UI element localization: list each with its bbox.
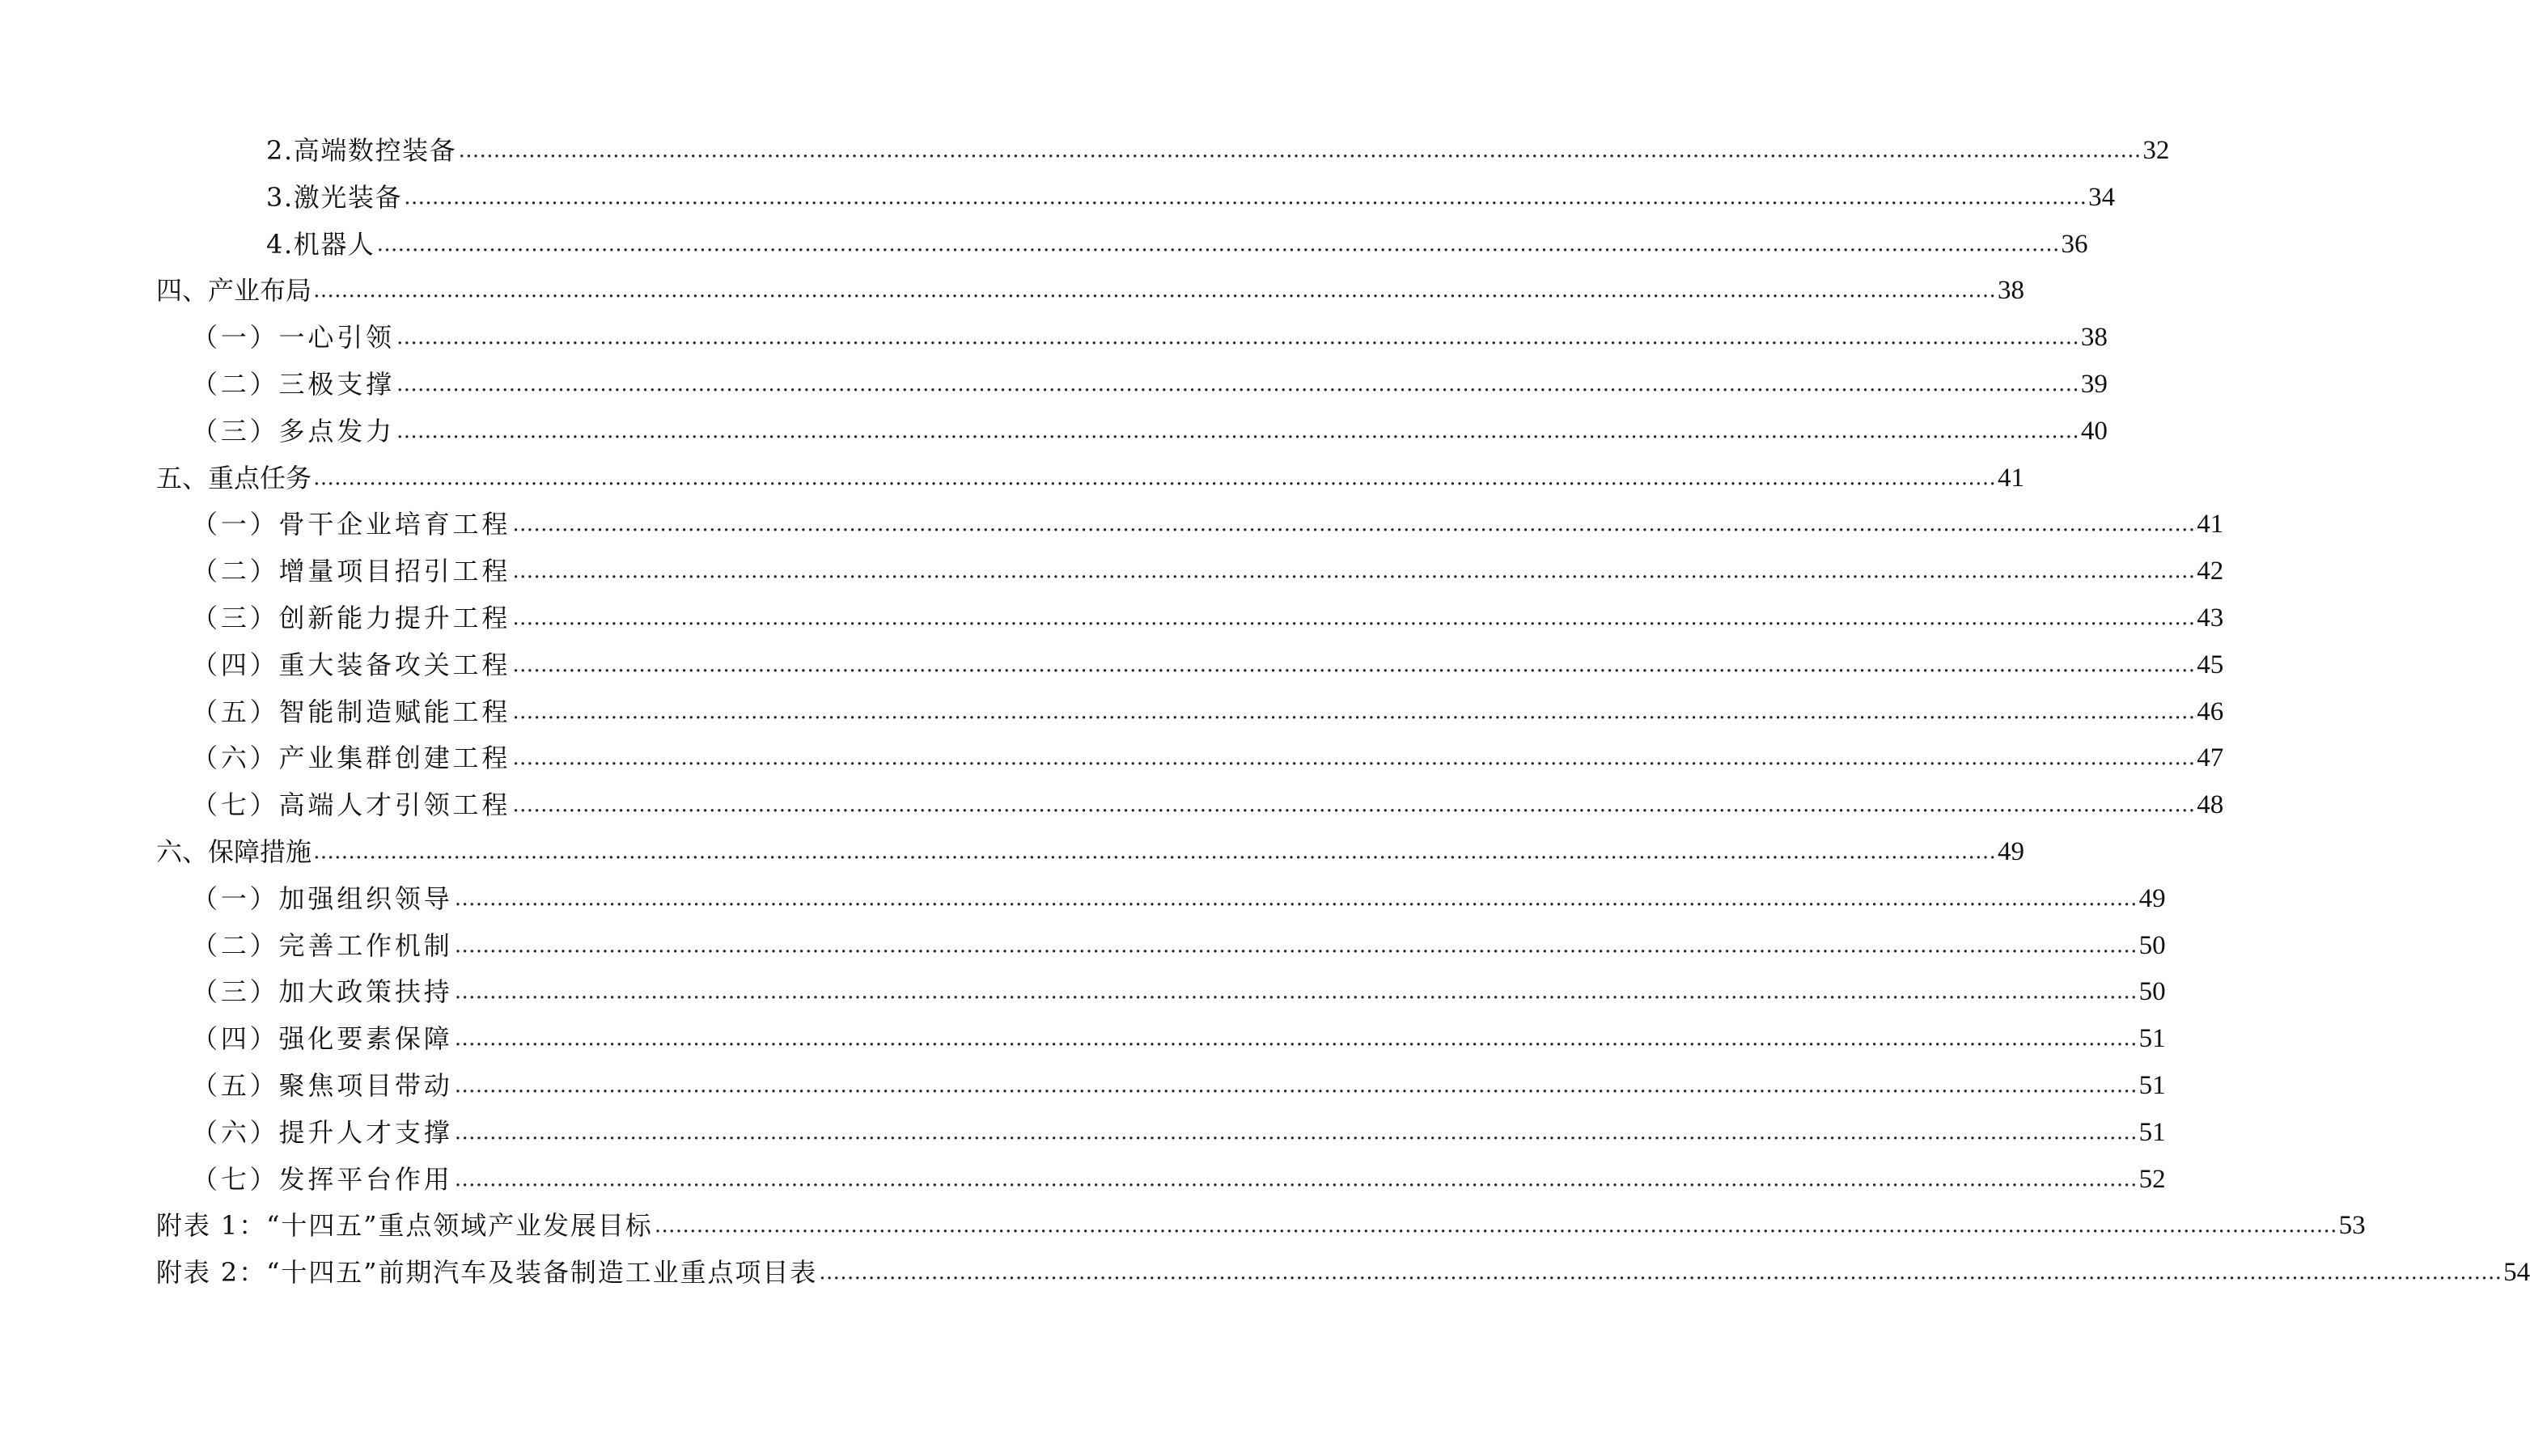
toc-entry-label: 2.高端数控装备 — [266, 135, 457, 166]
toc-page-number: 38 — [1998, 276, 2025, 306]
toc-dot-leader: …………………………………………………………………………………………………………………………………………………………………………………………………………………… — [454, 1120, 2138, 1145]
toc-entry-label: （二）完善工作机制 — [192, 929, 453, 961]
toc-dot-leader: …………………………………………………………………………………………………………………………………………………………………………………………………………………… — [454, 980, 2138, 1005]
toc-entry[interactable] — [0, 595, 2224, 642]
toc-entry[interactable] — [0, 829, 2025, 876]
toc-page-number: 41 — [1998, 463, 2025, 493]
toc-page-number: 51 — [2138, 1024, 2166, 1054]
toc-page-number: 45 — [2197, 650, 2224, 679]
table-of-contents — [0, 128, 2530, 1297]
toc-page-number: 41 — [2197, 510, 2224, 540]
toc-page-number: 38 — [2080, 323, 2108, 353]
toc-entry[interactable] — [0, 735, 2224, 782]
toc-page-number: 34 — [2088, 182, 2116, 212]
toc-dot-leader: …………………………………………………………………………………………………………………………………………………………………………………………………………………… — [313, 839, 1997, 864]
toc-entry[interactable] — [0, 315, 2108, 362]
toc-entry-label: （七）发挥平台作用 — [192, 1163, 453, 1195]
toc-dot-leader: …………………………………………………………………………………………………………………………………………………………………………………………………………………… — [512, 699, 2196, 724]
toc-entry[interactable] — [0, 782, 2224, 829]
toc-page-number: 42 — [2197, 557, 2224, 586]
toc-entry[interactable] — [0, 175, 2116, 222]
toc-entry-label: （三）多点发力 — [192, 415, 395, 447]
toc-dot-leader: …………………………………………………………………………………………………………………………………………………………………………………………………………………… — [454, 1166, 2138, 1191]
toc-dot-leader: …………………………………………………………………………………………………………………………………………………………………………………………………………………… — [396, 371, 2079, 396]
toc-entry[interactable] — [0, 408, 2108, 455]
toc-entry-label: （五）聚焦项目带动 — [192, 1069, 453, 1101]
toc-entry-label: 五、重点任务 — [156, 462, 312, 493]
toc-dot-leader: …………………………………………………………………………………………………………………………………………………………………………………………………………………… — [454, 1026, 2138, 1052]
toc-page-number: 51 — [2138, 1070, 2166, 1100]
toc-entry[interactable] — [0, 923, 2166, 970]
toc-entry-label: 3.激光装备 — [266, 181, 403, 213]
toc-entry[interactable] — [0, 502, 2224, 548]
toc-entry-label: （一）一心引领 — [192, 322, 395, 353]
toc-entry-label: （三）创新能力提升工程 — [192, 602, 511, 633]
toc-page-number: 40 — [2080, 416, 2108, 446]
toc-dot-leader: …………………………………………………………………………………………………………………………………………………………………………………………………………………… — [313, 465, 1997, 490]
toc-dot-leader: …………………………………………………………………………………………………………………………………………………………………………………………………………………… — [512, 652, 2196, 677]
toc-dot-leader: …………………………………………………………………………………………………………………………………………………………………………………………………………………… — [654, 1213, 2337, 1238]
toc-entry-label: （一）骨干企业培育工程 — [192, 509, 511, 540]
toc-entry-label: （四）强化要素保障 — [192, 1023, 453, 1055]
toc-page-number: 36 — [2061, 229, 2088, 259]
toc-entry-label: （三）加大政策扶持 — [192, 976, 453, 1008]
toc-entry[interactable] — [0, 222, 2088, 269]
toc-page-number: 54 — [2503, 1258, 2530, 1288]
toc-dot-leader: …………………………………………………………………………………………………………………………………………………………………………………………………………………… — [396, 418, 2079, 443]
toc-dot-leader: …………………………………………………………………………………………………………………………………………………………………………………………………………………… — [512, 793, 2196, 818]
toc-dot-leader: …………………………………………………………………………………………………………………………………………………………………………………………………………………… — [512, 746, 2196, 771]
toc-entry-label: （二）增量项目招引工程 — [192, 556, 511, 587]
toc-page-number: 49 — [2138, 883, 2166, 913]
toc-dot-leader: …………………………………………………………………………………………………………………………………………………………………………………………………………………… — [512, 512, 2196, 537]
toc-entry[interactable] — [0, 548, 2224, 595]
toc-entry[interactable] — [0, 128, 2170, 175]
toc-entry[interactable] — [0, 1063, 2166, 1110]
toc-page-number: 47 — [2197, 743, 2224, 773]
toc-entry-label: 附表 2：“十四五”前期汽车及装备制造工业重点项目表 — [156, 1257, 818, 1289]
toc-dot-leader: …………………………………………………………………………………………………………………………………………………………………………………………………………………… — [454, 933, 2138, 958]
toc-dot-leader: …………………………………………………………………………………………………………………………………………………………………………………………………………………… — [454, 1073, 2138, 1098]
toc-dot-leader: …………………………………………………………………………………………………………………………………………………………………………………………………………………… — [819, 1260, 2502, 1285]
toc-page-number: 52 — [2138, 1164, 2166, 1194]
toc-entry-label: （一）加强组织领导 — [192, 882, 453, 914]
toc-entry[interactable] — [0, 689, 2224, 736]
toc-dot-leader: …………………………………………………………………………………………………………………………………………………………………………………………………………………… — [458, 138, 2142, 163]
toc-dot-leader: …………………………………………………………………………………………………………………………………………………………………………………………………………………… — [404, 184, 2087, 210]
toc-page-number: 50 — [2138, 977, 2166, 1007]
toc-dot-leader: …………………………………………………………………………………………………………………………………………………………………………………………………………………… — [313, 278, 1997, 303]
toc-page-number: 53 — [2338, 1211, 2366, 1241]
toc-dot-leader: …………………………………………………………………………………………………………………………………………………………………………………………………………………… — [396, 325, 2079, 350]
toc-dot-leader: …………………………………………………………………………………………………………………………………………………………………………………………………………………… — [512, 559, 2196, 584]
toc-entry-label: （六）提升人才支撑 — [192, 1116, 453, 1148]
toc-entry[interactable] — [0, 362, 2108, 408]
toc-page-number: 50 — [2138, 930, 2166, 960]
toc-entry[interactable] — [0, 642, 2224, 689]
toc-dot-leader: …………………………………………………………………………………………………………………………………………………………………………………………………………………… — [454, 886, 2138, 911]
toc-entry-label: 附表 1：“十四五”重点领域产业发展目标 — [156, 1210, 653, 1242]
toc-dot-leader: …………………………………………………………………………………………………………………………………………………………………………………………………………………… — [376, 231, 2060, 256]
toc-page-number: 43 — [2197, 603, 2224, 633]
toc-entry-label: （五）智能制造赋能工程 — [192, 696, 511, 727]
toc-entry[interactable] — [0, 455, 2025, 502]
toc-entry[interactable] — [0, 1016, 2166, 1063]
toc-entry[interactable] — [0, 1157, 2166, 1204]
toc-entry-label: 四、产业布局 — [156, 275, 312, 307]
toc-entry[interactable] — [0, 1110, 2166, 1157]
toc-entry-label: （二）三极支撑 — [192, 368, 395, 400]
toc-page-number: 51 — [2138, 1117, 2166, 1147]
toc-entry[interactable] — [0, 876, 2166, 923]
toc-entry-label: （六）产业集群创建工程 — [192, 743, 511, 774]
toc-entry-label: （四）重大装备攻关工程 — [192, 649, 511, 680]
toc-entry-label: 4.机器人 — [266, 228, 375, 260]
toc-page-number: 32 — [2142, 136, 2170, 165]
toc-page-number: 39 — [2080, 369, 2108, 399]
toc-entry[interactable] — [0, 1250, 2530, 1297]
toc-entry[interactable] — [0, 1203, 2366, 1250]
toc-entry-label: 六、保障措施 — [156, 836, 312, 867]
toc-entry[interactable] — [0, 969, 2166, 1016]
toc-page-number: 48 — [2197, 790, 2224, 820]
toc-entry[interactable] — [0, 268, 2025, 315]
toc-entry-label: （七）高端人才引领工程 — [192, 789, 511, 821]
toc-page-number: 49 — [1998, 836, 2025, 866]
toc-page-number: 46 — [2197, 696, 2224, 726]
toc-dot-leader: …………………………………………………………………………………………………………………………………………………………………………………………………………………… — [512, 605, 2196, 630]
